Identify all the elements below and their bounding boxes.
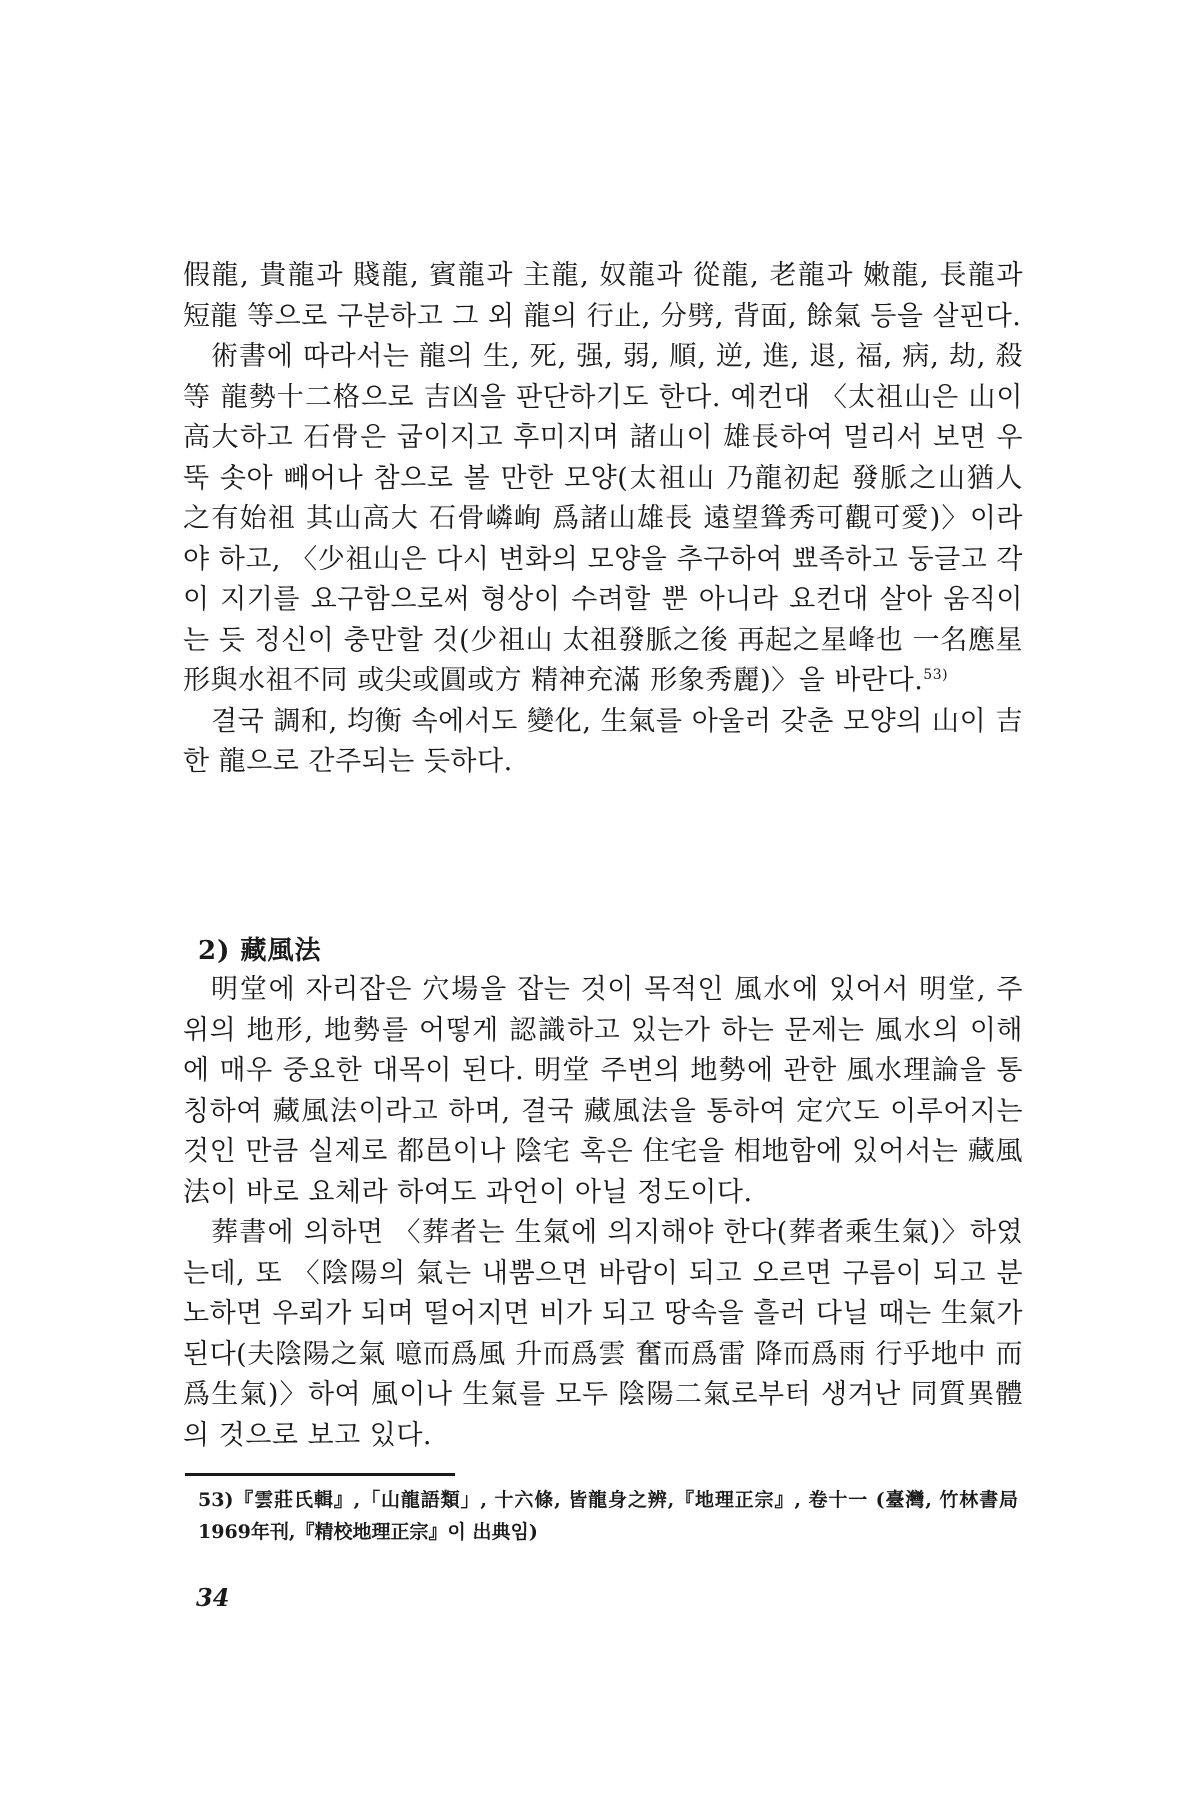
- paragraph-dragon-twelve-forms-text: 術書에 따라서는 龍의 生, 死, 强, 弱, 順, 逆, 進, 退, 福, 病, 劫, 殺 等 龍勢十二格으로 吉凶을 판단하기도 한다. 예컨대 〈太祖山은 山이 高大하고 石骨은 굽이지고 후미지며 諸山이 雄長하여 멀리서 보면 우뚝 솟아 빼어나 참으로 볼 만한 모양(太祖山 乃龍初起 發脈之山猶人之有始祖 其山高大 石骨嶙峋 爲諸山雄長 遠望聳秀可觀可愛)〉이라야 하고, 〈少祖山은 다시 변화의 모양을 추구하여 뾰족하고 둥글고 각이 지기를 요구함으로써 형상이 수려할 뿐 아니라 요컨대 살아 움직이는 듯 정신이 충만할 것(少祖山 太祖發脈之後 再起之星峰也 一名應星 形與水祖不同 或尖或圓或方 精神充滿 形象秀麗)〉을 바란다.: [183, 341, 1023, 696]
- paragraph-dragon-twelve-forms: [183, 337, 1023, 702]
- paragraph-burial-book: 葬書에 의하면 〈葬者는 生氣에 의지해야 한다(葬者乘生氣)〉하였는데, 또 〈陰陽의 氣는 내뿜으면 바람이 되고 오르면 구름이 되고 분노하면 우뢰가 되며 떨어지면 비가 되고 땅속을 흘러 다닐 때는 生氣가 된다(夫陰陽之氣 噫而爲風 升而爲雲 奮而爲雷 降而爲雨 行乎地中 而爲生氣)〉하여 風이나 生氣를 모두 陰陽二氣로부터 생겨난 同質異體의 것으로 보고 있다.: [183, 1217, 1023, 1451]
- page-number: 34: [196, 1583, 230, 1612]
- section-heading-wind-storage: 2) 藏風法: [198, 936, 322, 966]
- paragraph-dragon-types: 假龍, 貴龍과 賤龍, 賓龍과 主龍, 奴龍과 從龍, 老龍과 嫩龍, 長龍과 短龍 等으로 구분하고 그 외 龍의 行止, 分劈, 背面, 餘氣 등을 살핀다.: [183, 260, 1023, 332]
- paragraph-myeongdang: 明堂에 자리잡은 穴場을 잡는 것이 목적인 風水에 있어서 明堂, 주위의 地形, 地勢를 어떻게 認識하고 있는가 하는 문제는 風水의 이해에 매우 중요한 대목이 된다. 明堂 주변의 地勢에 관한 風水理論을 통칭하여 藏風法이라고 하며, 결국 藏風法을 통하여 定穴도 이루어지는 것인 만큼 실제로 都邑이나 陰宅 혹은 住宅을 相地함에 있어서는 藏風法이 바로 요체라 하여도 과언이 아닐 정도이다.: [183, 974, 1023, 1208]
- footnote-53: 53)『雲莊氏輯』,「山龍語類」, 十六條, 皆龍身之辨,『地理正宗』, 卷十一 (臺灣, 竹林書局 1969年刊,『精校地理正宗』이 出典임): [198, 1489, 1018, 1543]
- body-text-upper: [183, 256, 1023, 783]
- body-text-lower: [183, 970, 1023, 1456]
- footnote-divider: [185, 1473, 455, 1476]
- paragraph-conclusion-harmony: 결국 調和, 均衡 속에서도 變化, 生氣를 아울러 갖춘 모양의 山이 吉한 龍으로 간주되는 듯하다.: [183, 705, 1023, 777]
- footnote-reference-53[interactable]: 53): [923, 667, 949, 683]
